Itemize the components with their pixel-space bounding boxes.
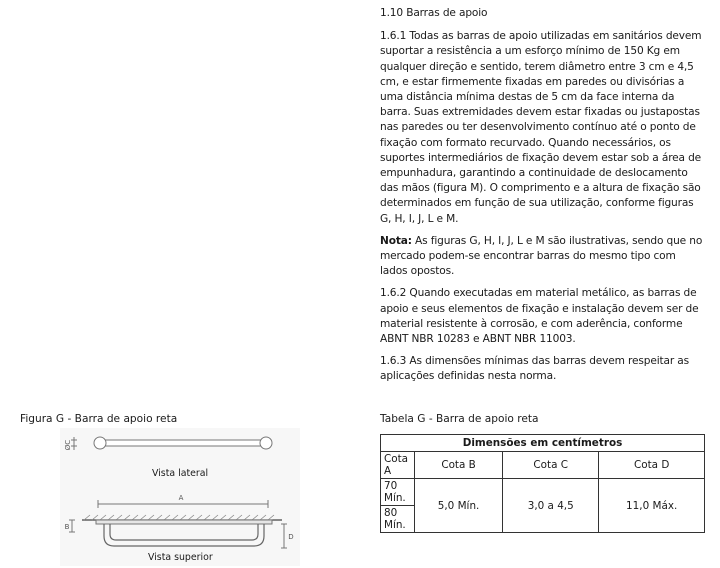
paragraph-1-6-3: 1.6.3 As dimensões mínimas das barras devem respeitar as aplicações definidas nesta norma. [380,355,689,383]
cell-a-row2: 80 Mín. [381,506,415,533]
dimensions-table [380,434,705,533]
figure-drawing [60,428,300,566]
dim-a-label: A [178,494,184,502]
cell-b: 5,0 Mín. [415,479,503,533]
text-column [380,6,706,392]
paragraph-1-6-1: 1.6.1 Todas as barras de apoio utilizadas em sanitários devem suportar a resistência a um esforço mínimo de 150 Kg em qualquer direção e sentido, terem diâmetro entre 3 cm e 4,5 cm, e estar firmemente fixadas em paredes ou divisórias a uma distância mínima destas de 5 cm da face interna da barra. Suas extremidades devem estar fixadas ou justapostas nas paredes ou ter desenvolvimento contínuo até o ponto de fixação com formato recurvado. Quando necessários, os suportes intermediários de fixação devem estar sob a área de empunhadura, garantindo a continuidade de deslocamento das mãos (figura M). O comprimento e a altura de fixação são determinados em função de sua utilização, conforme figuras G, H, I, J, L e M. [380,30,702,225]
side-view [71,437,272,450]
table-row [381,479,705,506]
table-caption: Tabela G - Barra de apoio reta [380,413,539,425]
wall-hatch [84,515,274,520]
flange-plate [96,520,272,524]
cell-d: 11,0 Máx. [599,479,705,533]
col-cota-d: Cota D [599,452,705,479]
col-cota-a: Cota A [381,452,415,479]
label-vista-superior: Vista superior [148,552,213,563]
grab-bar-drawing [60,428,300,566]
bar-inner [110,524,258,540]
note-text: As figuras G, H, I, J, L e M são ilustrativas, sendo que no mercado podem-se encontrar barras do mesmo tipo com lados opostos. [380,234,703,278]
dim-d-label: D [288,533,294,541]
side-view-bar [98,440,268,446]
table-header-row [381,435,705,452]
table-header: Dimensões em centímetros [381,435,705,452]
top-view [69,500,287,548]
cell-c: 3,0 a 4,5 [503,479,599,533]
side-view-left-flange [94,437,106,449]
dim-c-label: ØC [64,439,72,451]
cell-a-row1: 70 Mín. [381,479,415,506]
figure-caption: Figura G - Barra de apoio reta [20,413,178,425]
side-view-right-flange [260,437,272,449]
section-title: 1.10 Barras de apoio [380,7,488,19]
col-cota-b: Cota B [415,452,503,479]
bar-outer [104,524,264,546]
dim-b-label: B [64,523,70,531]
paragraph-1-6-2: 1.6.2 Quando executadas em material metálico, as barras de apoio e seus elementos de fixação e instalação devem ser de material resistente à corrosão, e com aderência, conforme ABNT NBR 10283 e ABNT NBR 11003. [380,287,699,346]
label-vista-lateral: Vista lateral [152,468,209,479]
note-label: Nota: [380,234,412,247]
table-columns-row [381,452,705,479]
col-cota-c: Cota C [503,452,599,479]
note-paragraph [380,234,706,280]
